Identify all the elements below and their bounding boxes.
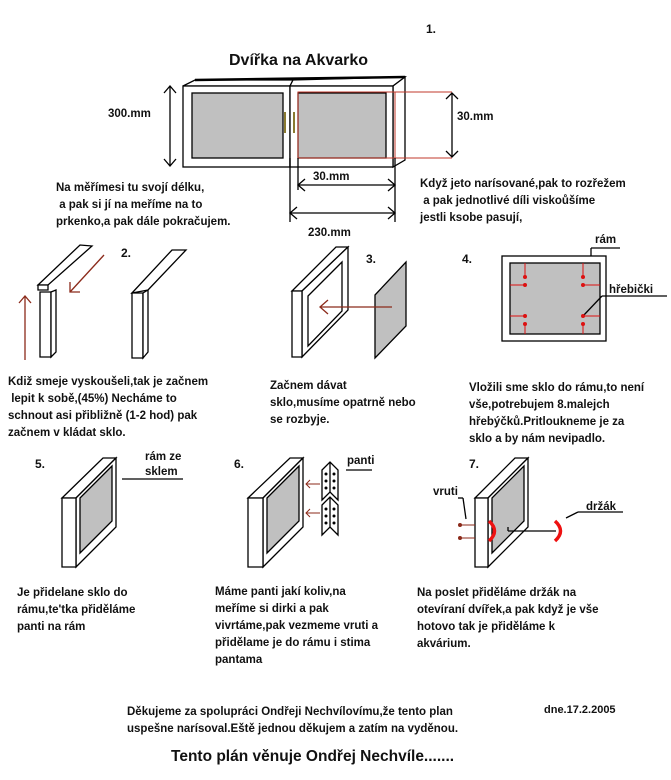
step5-number: 5.	[35, 457, 46, 471]
step1-left-text: Na měřímesi tu svojí délku, a pak si jí na meříme na to prkenko,a pak dále pokračujem.	[56, 182, 231, 228]
step1-right-text: Když jeto narísované,pak to rozřežem a pak jednotlivé díli viskoůšíme jestli ksobe pasují,	[420, 178, 626, 224]
hinge-icon	[322, 462, 338, 500]
label-screws: vruti	[433, 486, 458, 498]
label-handle: držák	[586, 501, 617, 513]
dim-glass-width: 30.mm	[313, 171, 350, 183]
step7-number: 7.	[469, 457, 480, 471]
step2-number: 2.	[121, 246, 132, 260]
hinge-icon	[322, 497, 338, 535]
step3-drawing	[292, 247, 406, 358]
step3-text: Začnem dávat sklo,musíme opatrně nebo se rozbyje.	[270, 380, 416, 426]
label-frame-with-glass-1: rám ze	[145, 451, 182, 463]
label-frame: rám	[595, 234, 617, 246]
step6-text: Máme panti jakí koliv,na meříme si dirki a pak vivrtáme,pak vezmeme vruti a přidělame je do rámu i stima pantama	[215, 586, 379, 666]
dim-glass-height: 30.mm	[457, 111, 494, 123]
label-frame-with-glass-2: sklem	[145, 466, 178, 478]
footer-dedication: Tento plán věnuje Ondřej Nechvíle.......	[171, 748, 455, 765]
step6-drawing	[248, 458, 372, 567]
step6-number: 6.	[234, 457, 245, 471]
step4-text: Vložili sme sklo do rámu,to není vše,potrebujem 8.malejch hřebýčků.Pritloukneme je za sklo a by nám nevipadlo.	[469, 382, 645, 445]
step7-text: Na poslet přiděláme držák na otevíraní dvířek,a pak když je vše hotovo tak je přiděláme k akvárium.	[417, 587, 599, 650]
step4-number: 4.	[462, 252, 473, 266]
footer-date: dne.17.2.2005	[544, 704, 616, 716]
label-hinges: panti	[347, 455, 375, 467]
step2-drawing	[19, 245, 186, 360]
step2-text: Kdiž smeje vyskoušeli,tak je začnem lepit k sobě,(45%) Necháme to schnout asi přibližně (1-2 hod) pak začnem v kládat sklo.	[8, 376, 209, 439]
page-title: Dvířka na Akvarko	[229, 52, 369, 69]
dim-height: 300.mm	[108, 108, 151, 120]
footer-thanks: Děkujeme za spolupráci Ondřeji Nechvílovímu,že tento plan uspešne narísoval.Eště jednou děkujem a zatím na vyděnou.	[127, 706, 459, 735]
label-nails: hřebički	[609, 284, 654, 296]
step5-text: Je přidelane sklo do rámu,te'tka přiděláme panti na rám	[17, 587, 136, 633]
page-number: 1.	[426, 22, 437, 36]
step3-number: 3.	[366, 252, 377, 266]
dim-total-width: 230.mm	[308, 227, 351, 239]
